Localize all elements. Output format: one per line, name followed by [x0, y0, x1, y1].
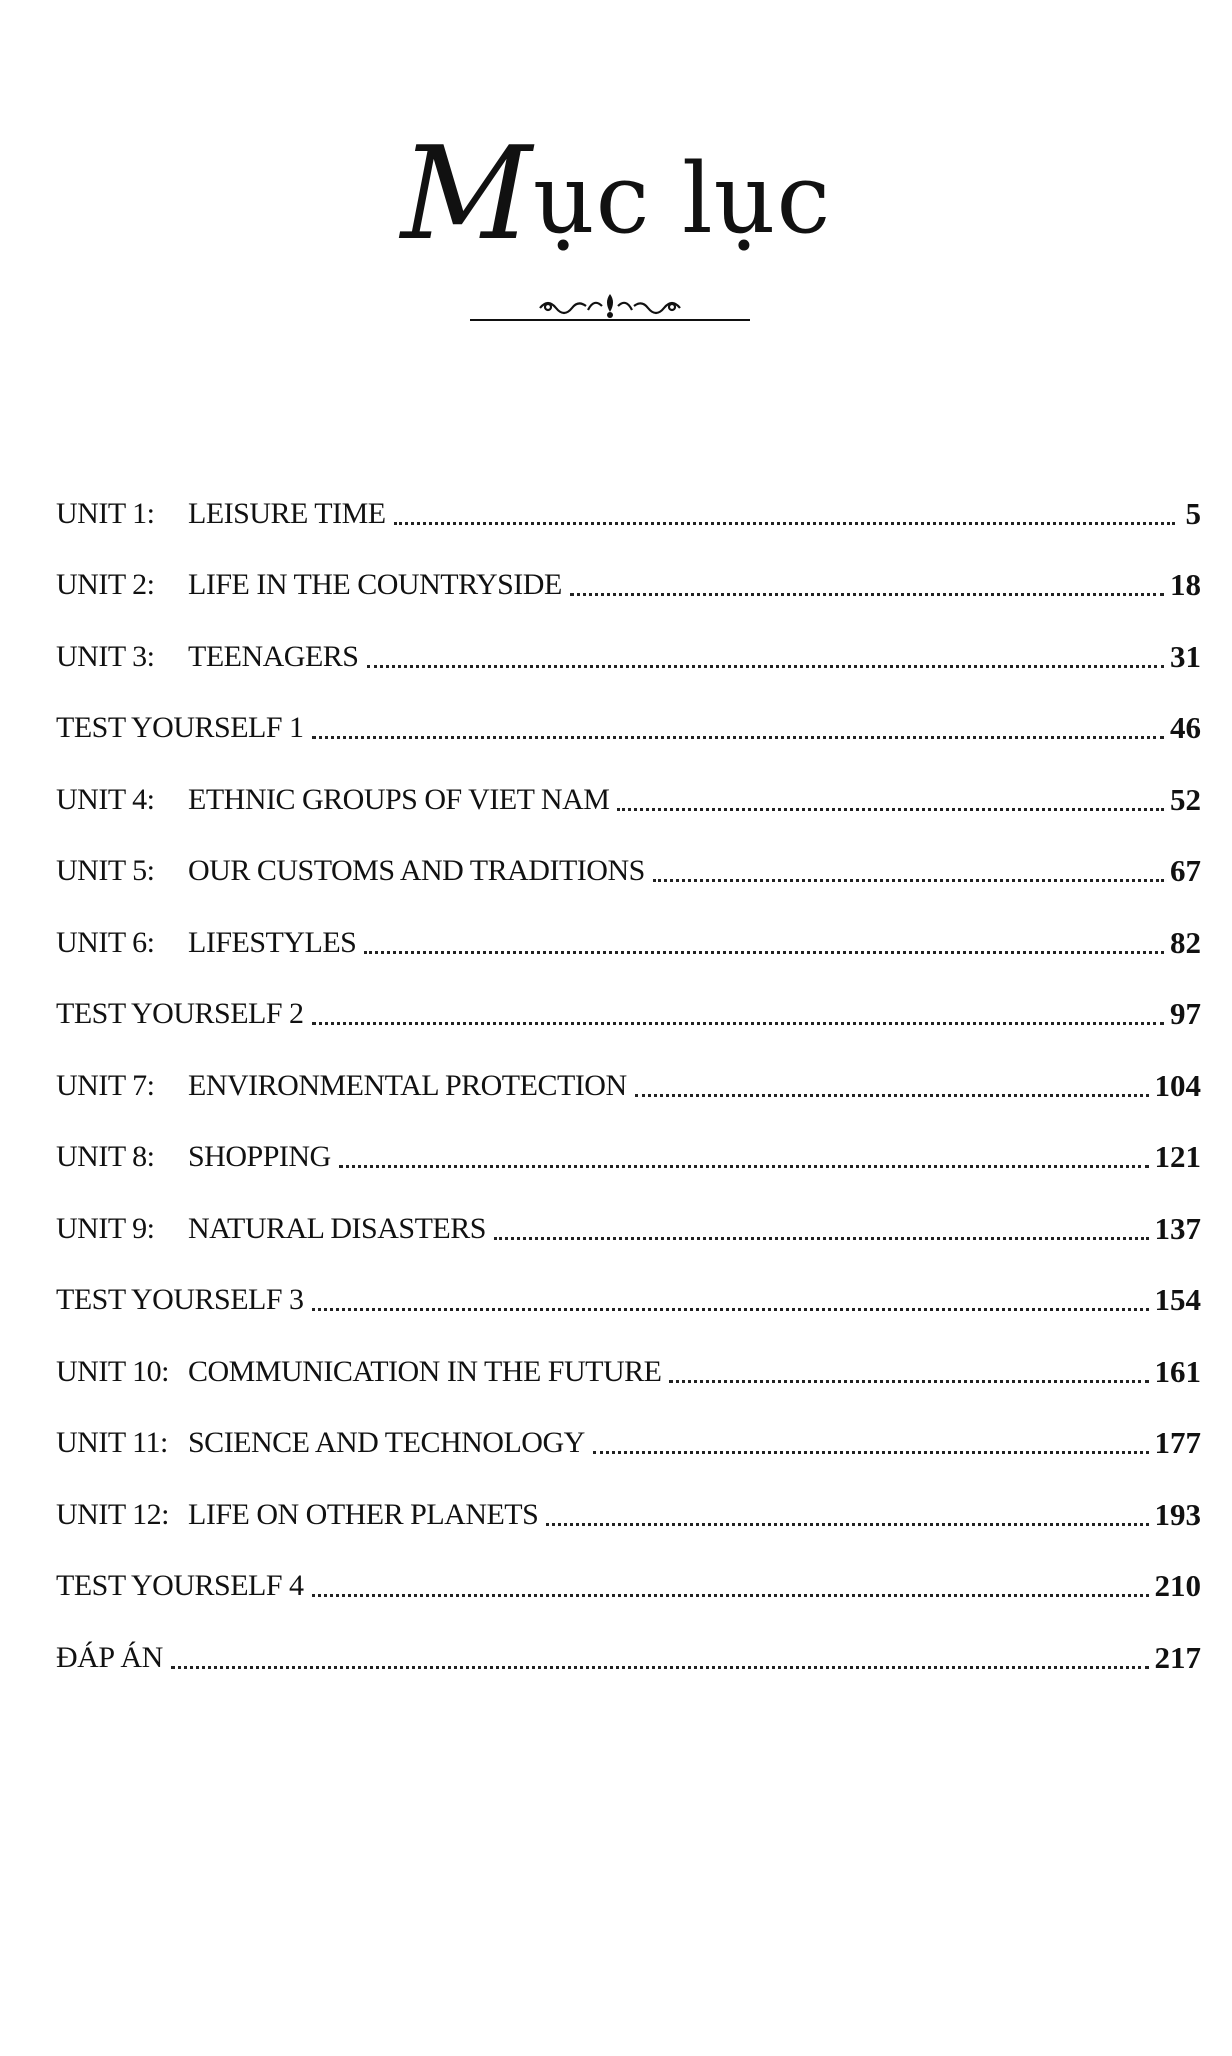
toc-entry-label: TEST YOURSELF 1: [56, 711, 304, 744]
toc-entry-label: TEST YOURSELF 3: [56, 1283, 304, 1316]
toc-entry-number: UNIT 2:: [56, 568, 155, 601]
toc-entry-page-number: 31: [1170, 638, 1201, 674]
page-title: [400, 120, 832, 269]
dot-leader: [653, 879, 1164, 882]
toc-entry: [56, 1392, 1201, 1464]
toc-entry-number: UNIT 8:: [56, 1140, 155, 1173]
toc-entry-page-number: 104: [1154, 1067, 1201, 1103]
toc-entry-page-number: 121: [1154, 1139, 1201, 1174]
toc-entry-label: COMMUNICATION IN THE FUTURE: [188, 1354, 662, 1388]
toc-entry-label: LIFE IN THE COUNTRYSIDE: [188, 568, 562, 601]
dot-leader: [367, 665, 1165, 668]
toc-entry-label: TEST YOURSELF 4: [56, 1569, 304, 1602]
toc-entry: [56, 748, 1201, 820]
toc-entry-page-number: 161: [1154, 1353, 1201, 1389]
toc-entry: [56, 1034, 1201, 1106]
toc-entry-page-number: 18: [1170, 567, 1201, 602]
dot-leader: [312, 1308, 1149, 1311]
toc-entry-page-number: 52: [1170, 781, 1201, 817]
toc-entry-number: UNIT 3:: [56, 639, 155, 673]
toc-entry-label: TEST YOURSELF 2: [56, 997, 304, 1030]
dot-leader: [312, 1594, 1149, 1597]
toc-entry: [56, 1606, 1201, 1678]
toc-entry-page-number: 154: [1154, 1282, 1201, 1317]
dot-leader: [171, 1666, 1149, 1669]
toc-entry-number: UNIT 7:: [56, 1068, 155, 1102]
dot-leader: [546, 1523, 1148, 1526]
toc-entry-page-number: 137: [1154, 1210, 1201, 1246]
toc-entry-number: UNIT 5:: [56, 854, 155, 887]
toc-entry-page-number: 46: [1170, 710, 1201, 745]
toc-entry: [56, 605, 1201, 677]
toc-entry: [56, 1106, 1201, 1178]
toc-entry-label: NATURAL DISASTERS: [188, 1211, 486, 1245]
toc-entry: [56, 677, 1201, 749]
dot-leader: [312, 736, 1164, 739]
toc-entry: [56, 820, 1201, 892]
toc-entry-label: ĐÁP ÁN: [56, 1640, 163, 1674]
toc-entry-label: TEENAGERS: [188, 639, 359, 673]
toc-entry-number: UNIT 9:: [56, 1211, 155, 1245]
toc-entry-page-number: 67: [1170, 853, 1201, 888]
dot-leader: [617, 808, 1164, 811]
toc-entry: [56, 1249, 1201, 1321]
toc-entry: [56, 1177, 1201, 1249]
toc-entry-number: UNIT 11:: [56, 1426, 168, 1459]
toc-entry-page-number: 193: [1154, 1496, 1201, 1532]
dot-leader: [635, 1094, 1149, 1097]
toc-entry-label: OUR CUSTOMS AND TRADITIONS: [188, 854, 645, 887]
toc-entry-number: UNIT 12:: [56, 1497, 169, 1531]
dot-leader: [339, 1165, 1149, 1168]
dot-leader: [364, 951, 1164, 954]
toc-entry-page-number: 210: [1154, 1568, 1201, 1603]
page-title-rest: ục lục: [532, 143, 832, 255]
toc-entry: [56, 963, 1201, 1035]
table-of-contents: [56, 462, 1201, 1678]
fleuron-divider-icon: [470, 288, 750, 328]
dot-leader: [593, 1451, 1149, 1454]
toc-entry: [56, 1535, 1201, 1607]
toc-entry-number: UNIT 10:: [56, 1354, 169, 1388]
toc-entry-number: UNIT 1:: [56, 496, 155, 530]
toc-entry-page-number: 5: [1185, 495, 1201, 531]
toc-entry-label: SCIENCE AND TECHNOLOGY: [188, 1426, 585, 1459]
toc-entry-number: UNIT 4:: [56, 782, 155, 816]
dot-leader: [312, 1022, 1164, 1025]
toc-entry: [56, 891, 1201, 963]
toc-entry-label: SHOPPING: [188, 1140, 331, 1173]
toc-entry-page-number: 217: [1154, 1639, 1201, 1675]
dot-leader: [570, 593, 1164, 596]
page-title-initial: M: [400, 120, 533, 269]
toc-entry: [56, 1463, 1201, 1535]
toc-entry-label: LIFE ON OTHER PLANETS: [188, 1497, 539, 1531]
toc-entry-page-number: 97: [1170, 996, 1201, 1031]
toc-entry: [56, 1320, 1201, 1392]
toc-entry: [56, 462, 1201, 534]
toc-entry-label: LEISURE TIME: [188, 496, 386, 530]
title-block: [0, 120, 1232, 269]
toc-entry-label: ENVIRONMENTAL PROTECTION: [188, 1068, 627, 1102]
toc-entry-page-number: 82: [1170, 924, 1201, 960]
toc-entry-number: UNIT 6:: [56, 925, 155, 959]
dot-leader: [394, 522, 1175, 525]
toc-entry: [56, 534, 1201, 606]
dot-leader: [494, 1237, 1149, 1240]
toc-entry-label: LIFESTYLES: [188, 925, 357, 959]
dot-leader: [669, 1380, 1148, 1383]
toc-entry-label: ETHNIC GROUPS OF VIET NAM: [188, 782, 610, 816]
toc-entry-page-number: 177: [1154, 1425, 1201, 1460]
